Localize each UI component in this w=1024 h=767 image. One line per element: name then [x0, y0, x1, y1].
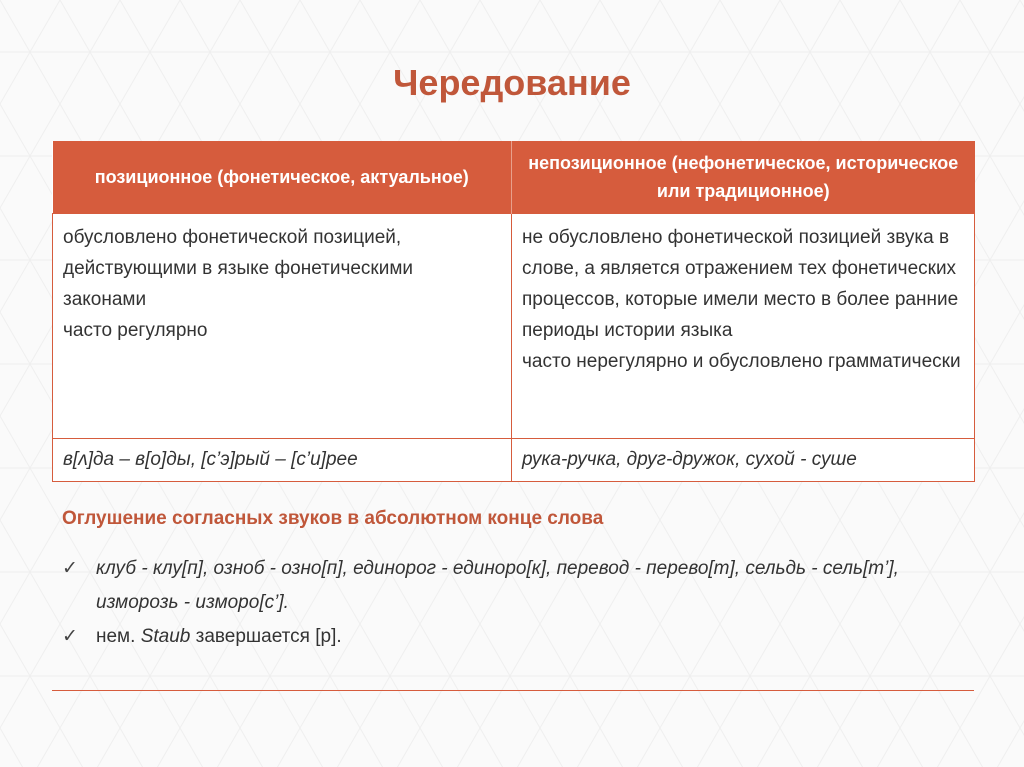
german-suffix: завершается [р]. [190, 626, 342, 647]
german-prefix: нем. [96, 626, 141, 647]
german-word: Staub [140, 626, 191, 647]
alternation-table [52, 141, 975, 482]
list-item [62, 620, 962, 654]
cell-positional-description: обусловлено фонетической позицией, действующими в языке фонетическими законами часто регулярно [53, 214, 512, 439]
bullet-list [62, 552, 962, 654]
header-positional: позиционное (фонетическое, актуальное) [53, 141, 512, 214]
cell-non-positional-example: рука-ручка, друг-дружок, сухой - суше [512, 439, 975, 482]
checkmark-icon: ✓ [62, 558, 78, 579]
list-item [62, 552, 962, 620]
slide-title: Чередование [393, 62, 631, 103]
devoicing-examples: клуб - клу[п], озноб - озно[п], единорог - единоро[к], перевод - перево[т], сельдь - сель[т’], изморозь - изморо[с’]. [96, 558, 899, 613]
header-non-positional: непозиционное (нефонетическое, историческое или традиционное) [512, 141, 975, 214]
section-heading: Оглушение согласных звуков в абсолютном конце слова [62, 508, 604, 529]
cell-positional-example: в[ʌ]да – в[о]ды, [с’э]рый – [с’и]рее [53, 439, 512, 482]
bottom-divider [52, 690, 974, 691]
table-header-row [53, 141, 975, 214]
table-row [53, 439, 975, 482]
table-row [53, 214, 975, 439]
cell-non-positional-description: не обусловлено фонетической позицией звука в слове, а является отражением тех фонетических процессов, которые имели место в более ранние периоды истории языка часто нерегулярно и обусловлено грамматически [512, 214, 975, 439]
checkmark-icon: ✓ [62, 626, 78, 647]
